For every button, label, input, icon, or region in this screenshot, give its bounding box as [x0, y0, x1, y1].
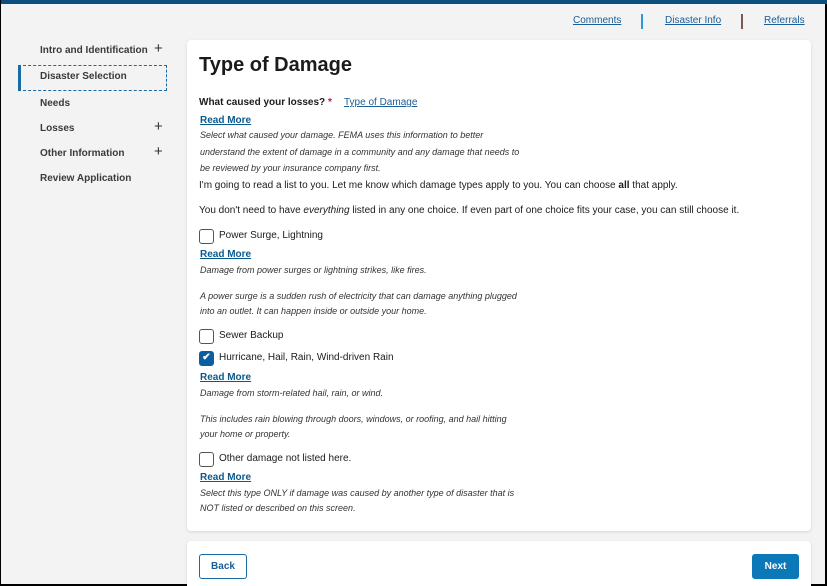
help-text: be reviewed by your insurance company first. [200, 163, 381, 173]
text: all [618, 180, 630, 191]
sidebar-item-review-application[interactable]: Review Application [40, 173, 132, 184]
option-description: NOT listed or described on this screen. [200, 503, 356, 513]
read-more-link[interactable]: Read More [200, 249, 252, 260]
next-button[interactable]: Next [752, 554, 799, 579]
option-description: your home or property. [200, 429, 291, 439]
option-label[interactable]: Hurricane, Hail, Rain, Wind-driven Rain [219, 352, 394, 363]
question-label [199, 96, 332, 110]
help-text: Select what caused your damage. FEMA uses this information to better [200, 130, 484, 140]
plus-icon[interactable]: + [154, 143, 163, 160]
option-description: into an outlet. It can happen inside or outside your home. [200, 306, 427, 316]
text: listed in any one choice. If even part of one choice fits your case, you can still choose it. [349, 205, 740, 216]
sidebar-item-losses[interactable]: Losses [40, 123, 75, 134]
sidebar-item-needs[interactable]: Needs [40, 98, 71, 109]
text: that apply. [629, 180, 678, 191]
divider [641, 14, 643, 29]
divider [741, 14, 743, 29]
text: everything [303, 205, 350, 216]
top-bar [1, 0, 827, 4]
checkbox-power-surge[interactable] [199, 229, 214, 244]
sidebar-item-intro[interactable]: Intro and Identification [40, 45, 148, 56]
comments-link[interactable]: Comments [573, 15, 622, 26]
page-title: Type of Damage [199, 54, 352, 76]
text: I'm going to read a list to you. Let me know which damage types apply to you. You can choose [199, 180, 619, 191]
read-more-link[interactable]: Read More [200, 472, 252, 483]
checkbox-hurricane[interactable] [199, 351, 214, 366]
sidebar-item-other-information[interactable]: Other Information [40, 148, 125, 159]
option-description: This includes rain blowing through doors, windows, or roofing, and hail hitting [200, 414, 507, 424]
sidebar-item-disaster-selection[interactable]: Disaster Selection [40, 71, 127, 82]
option-description: Select this type ONLY if damage was caused by another type of disaster that is [200, 488, 515, 498]
plus-icon[interactable]: + [154, 40, 163, 57]
option-label[interactable]: Power Surge, Lightning [219, 230, 323, 241]
footer-card [187, 541, 811, 586]
question-text: What caused your losses? [199, 97, 326, 108]
check-icon: ✔ [202, 352, 211, 363]
required-mark: * [327, 97, 332, 108]
option-label[interactable]: Sewer Backup [219, 330, 284, 341]
read-more-link[interactable]: Read More [200, 372, 252, 383]
instruction-text [199, 204, 739, 218]
text: You don't need to have [199, 205, 304, 216]
checkbox-sewer-backup[interactable] [199, 329, 214, 344]
plus-icon[interactable]: + [154, 118, 163, 135]
help-text: understand the extent of damage in a community and any damage that needs to [200, 147, 520, 157]
read-more-link[interactable]: Read More [200, 115, 252, 126]
back-button[interactable]: Back [199, 554, 247, 579]
option-description: Damage from power surges or lightning strikes, like fires. [200, 265, 427, 275]
referrals-link[interactable]: Referrals [764, 15, 805, 26]
instruction-text [199, 179, 678, 193]
type-of-damage-link[interactable]: Type of Damage [344, 97, 418, 108]
option-label[interactable]: Other damage not listed here. [219, 453, 352, 464]
disaster-info-link[interactable]: Disaster Info [665, 15, 722, 26]
option-description: Damage from storm-related hail, rain, or wind. [200, 388, 384, 398]
checkbox-other-damage[interactable] [199, 452, 214, 467]
option-description: A power surge is a sudden rush of electricity that can damage anything plugged [200, 291, 517, 301]
